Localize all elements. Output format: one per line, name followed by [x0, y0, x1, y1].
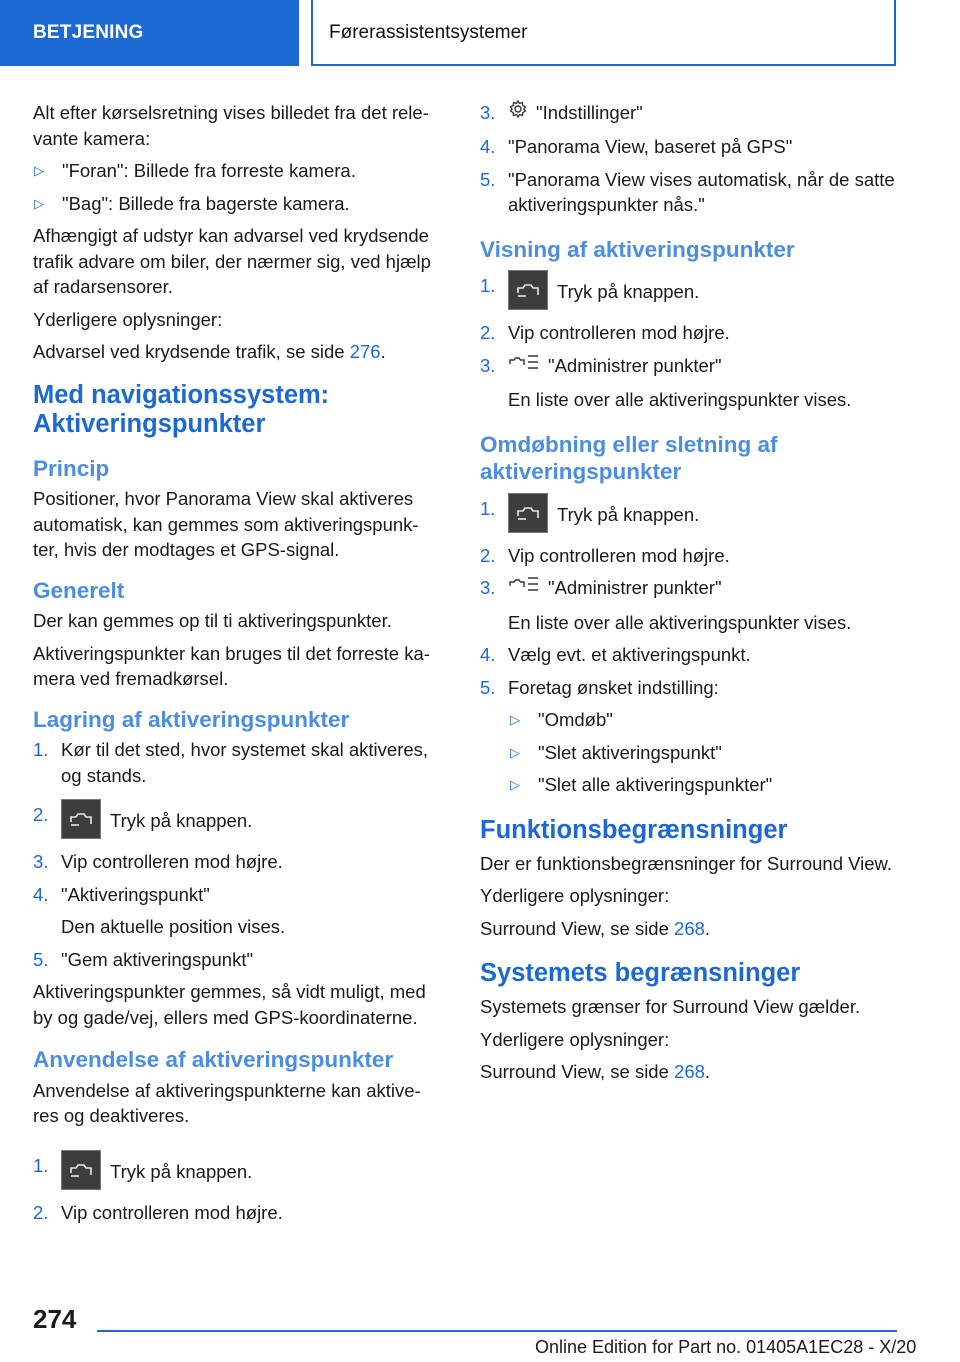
step-item: 2. Vip controlleren mod højre.: [33, 1201, 283, 1223]
paragraph: Positioner, hvor Panorama View skal aktiveres automatisk, kan gemmes som aktiveringspunk-ter, hvis der modtages et GPS-signal.: [33, 488, 419, 560]
footer-divider: [97, 1330, 897, 1332]
page-link[interactable]: 268: [674, 1061, 705, 1083]
camera-button-icon: [508, 270, 548, 310]
triangle-bullet-icon: ▷: [510, 744, 520, 760]
section-heading: Med navigationssystem: Aktiveringspunkter: [33, 380, 330, 438]
intro-text: Alt efter kørselsretning vises billedet fra det rele-vante kamera:: [33, 102, 429, 149]
chapter-title: Førerassistentsystemer: [311, 0, 896, 66]
camera-button-icon: [61, 799, 101, 839]
step-item: 1. Tryk på knappen.: [33, 1153, 443, 1193]
subheading-lagring: Lagring af aktiveringspunkter: [33, 706, 350, 732]
step-item: 5. "Gem aktiveringspunkt": [33, 948, 254, 970]
page-reference: Surround View, se side 268.: [480, 917, 711, 939]
more-info-label: Yderligere oplysninger:: [33, 308, 223, 330]
paragraph: Anvendelse af aktiveringspunkterne kan aktive-res og deaktiveres.: [33, 1079, 421, 1126]
bullet-item: ▷ "Bag": Billede fra bagerste kamera.: [33, 191, 443, 217]
section-heading-systemets: Systemets begrænsninger: [480, 959, 801, 988]
sub-bullet-item: ▷ "Slet alle aktiveringspunkter": [480, 772, 900, 798]
step-item: 3. "Administrer punkter" En liste over alle aktiveringspunkter vises.: [480, 575, 900, 635]
section-heading-funktion: Funktionsbegrænsninger: [480, 815, 788, 844]
paragraph: Systemets grænser for Surround View gælder.: [480, 996, 861, 1018]
triangle-bullet-icon: ▷: [34, 195, 44, 211]
step-item: 3. "Administrer punkter" En liste over alle aktiveringspunkter vises.: [480, 353, 900, 413]
step-item: 3. "Indstillinger": [480, 100, 900, 127]
step-item: 4. "Aktiveringspunkt" Den aktuelle position vises.: [33, 883, 286, 937]
left-column: [33, 100, 443, 1232]
subheading-omdobning: Omdøbning eller sletning af aktiveringspunkter: [480, 431, 778, 485]
manage-points-icon: [508, 574, 540, 601]
step-item: 1. Kør til det sted, hvor systemet skal aktiveres, og stands.: [33, 739, 429, 786]
more-info-label: Yderligere oplysninger:: [480, 1028, 670, 1050]
triangle-bullet-icon: ▷: [510, 777, 520, 793]
more-info-label: Yderligere oplysninger:: [480, 885, 670, 907]
step-item: 2. Vip controlleren mod højre.: [480, 544, 730, 566]
bullet-item: ▷ "Foran": Billede fra forreste kamera.: [33, 158, 443, 184]
page-header: [0, 0, 960, 66]
subheading-anvendelse: Anvendelse af aktiveringspunkter: [33, 1047, 394, 1072]
step-item: 1. Tryk på knappen.: [480, 496, 900, 536]
right-column: [480, 100, 900, 1092]
triangle-bullet-icon: ▷: [510, 712, 520, 728]
sub-bullet-item: ▷ "Omdøb": [480, 707, 900, 733]
subheading-generelt: Generelt: [33, 577, 125, 603]
step-item: 5. Foretag ønsket indstilling:: [480, 676, 719, 698]
step-item: 5. "Panorama View vises automatisk, når de satte aktiveringspunkter nås.": [480, 168, 895, 216]
manage-points-icon: [508, 352, 540, 379]
page-link[interactable]: 268: [674, 917, 705, 939]
paragraph: Der kan gemmes op til ti aktiveringspunkter.: [33, 610, 392, 631]
step-item: 4. "Panorama View, baseret på GPS": [480, 136, 793, 158]
page-link[interactable]: 276: [349, 341, 381, 362]
subheading-princip: Princip: [33, 455, 110, 481]
paragraph: Afhængigt af udstyr kan advarsel ved krydsende trafik advare om biler, der nærmer sig, ved hjælp af radarsensorer.: [33, 225, 431, 297]
step-item: 4. Vælg evt. et aktiveringspunkt.: [480, 644, 751, 666]
paragraph: Aktiveringspunkter gemmes, så vidt muligt, med by og gade/vej, ellers med GPS-koordinaterne.: [33, 981, 426, 1028]
paragraph: Aktiveringspunkter kan bruges til det forreste ka-mera ved fremadkørsel.: [33, 642, 430, 689]
camera-button-icon: [61, 1150, 101, 1190]
step-item: 2. Vip controlleren mod højre.: [480, 322, 730, 344]
page-reference: Surround View, se side 268.: [480, 1061, 711, 1083]
triangle-bullet-icon: ▷: [34, 163, 44, 178]
sub-bullet-item: ▷ "Slet aktiveringspunkt": [480, 740, 900, 766]
page-reference: Advarsel ved krydsende trafik, se side 276.: [33, 341, 386, 362]
gear-icon: [508, 99, 528, 126]
subheading-visning: Visning af aktiveringspunkter: [480, 236, 795, 262]
step-item: 1. Tryk på knappen.: [480, 273, 900, 313]
edition-text: Online Edition for Part no. 01405A1EC28 - X/20: [535, 1337, 917, 1357]
camera-button-icon: [508, 493, 548, 533]
section-tab: BETJENING: [0, 0, 299, 66]
step-item: 2. Tryk på knappen.: [33, 802, 443, 842]
step-item: 3. Vip controlleren mod højre.: [33, 851, 283, 872]
paragraph: Der er funktionsbegrænsninger for Surround View.: [480, 852, 893, 874]
page-number: 274: [33, 1304, 77, 1334]
